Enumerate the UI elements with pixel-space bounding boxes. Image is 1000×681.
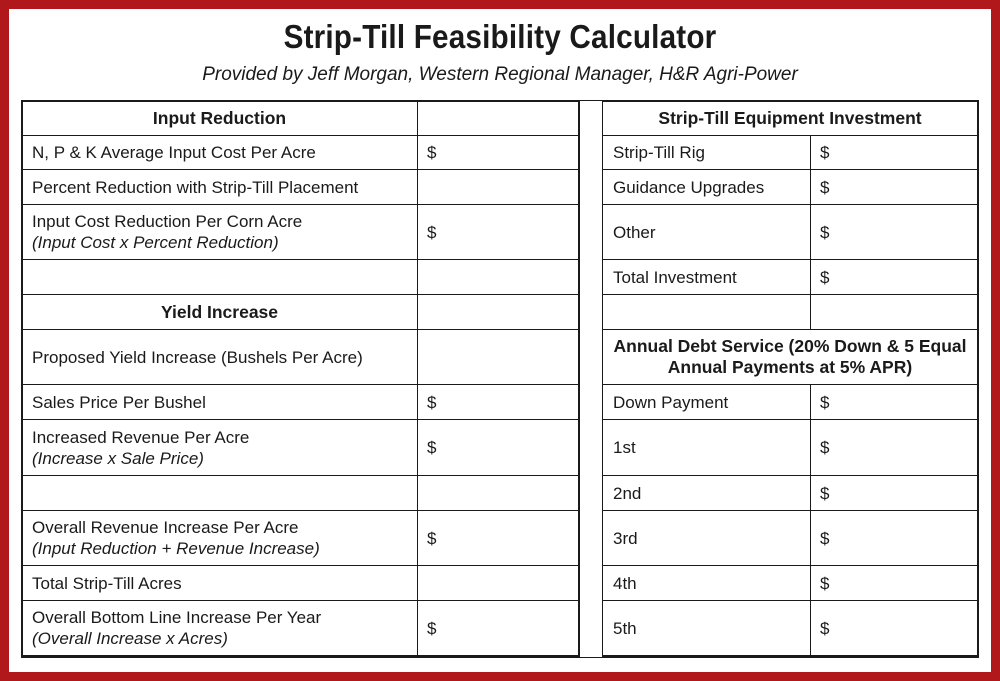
label-note: (Overall Increase x Acres) (32, 629, 228, 648)
label-text: 5th (613, 618, 637, 638)
dollar-sign: $ (820, 618, 830, 638)
dollar-sign: $ (820, 267, 830, 287)
label-text: N, P & K Average Input Cost Per Acre (32, 143, 316, 162)
dollar-sign: $ (820, 483, 830, 503)
dollar-sign: $ (427, 143, 437, 162)
label-text: Increased Revenue Per Acre (32, 427, 250, 447)
label-text: Total Investment (613, 267, 737, 287)
label-text: Overall Bottom Line Increase Per Year (32, 608, 322, 627)
label-note: (Increase x Sale Price) (32, 448, 204, 468)
label-note: (Input Reduction + Revenue Increase) (32, 539, 320, 558)
dollar-sign: $ (820, 222, 830, 242)
label-text: Total Strip-Till Acres (32, 573, 182, 593)
dollar-sign: $ (820, 392, 830, 412)
label-note: (Input Cost x Percent Reduction) (32, 233, 279, 252)
dollar-sign: $ (427, 438, 437, 457)
table-column-gap (579, 101, 603, 657)
label-text: Guidance Upgrades (613, 177, 765, 197)
label-text: 2nd (613, 483, 642, 503)
dollar-sign: $ (427, 392, 437, 412)
label-text: 1st (613, 438, 636, 457)
dollar-sign: $ (820, 528, 830, 548)
label-text: Strip-Till Equipment Investment (658, 107, 922, 128)
label-text: Sales Price Per Bushel (32, 392, 206, 412)
label-text: 3rd (613, 528, 638, 548)
dollar-sign: $ (820, 177, 830, 197)
label-text: Yield Increase (160, 301, 279, 322)
page-title: Strip-Till Feasibility Calculator (283, 18, 717, 55)
label-text: Proposed Yield Increase (Bushels Per Acre) (32, 347, 363, 367)
page-subtitle: Provided by Jeff Morgan, Western Regional Manager, H&R Agri-Power (202, 64, 798, 85)
label-text: Percent Reduction with Strip-Till Placement (32, 177, 359, 197)
dollar-sign: $ (427, 528, 437, 548)
label-text: Input Reduction (152, 107, 287, 128)
dollar-sign: $ (427, 618, 437, 638)
dollar-sign: $ (820, 438, 830, 457)
label-text: Overall Revenue Increase Per Acre (32, 518, 299, 537)
dollar-sign: $ (820, 573, 830, 593)
table-border (21, 100, 979, 658)
label-text: Strip-Till Rig (613, 143, 705, 162)
label-text: Input Cost Reduction Per Corn Acre (32, 212, 303, 231)
dollar-sign: $ (820, 143, 830, 162)
label-text: 4th (613, 573, 637, 593)
dollar-sign: $ (427, 222, 437, 242)
label-text: Down Payment (613, 392, 729, 412)
label-text: Annual Debt Service (20% Down & 5 Equal Annual Payments at 5% APR) (613, 336, 967, 377)
label-text: Other (613, 222, 656, 242)
